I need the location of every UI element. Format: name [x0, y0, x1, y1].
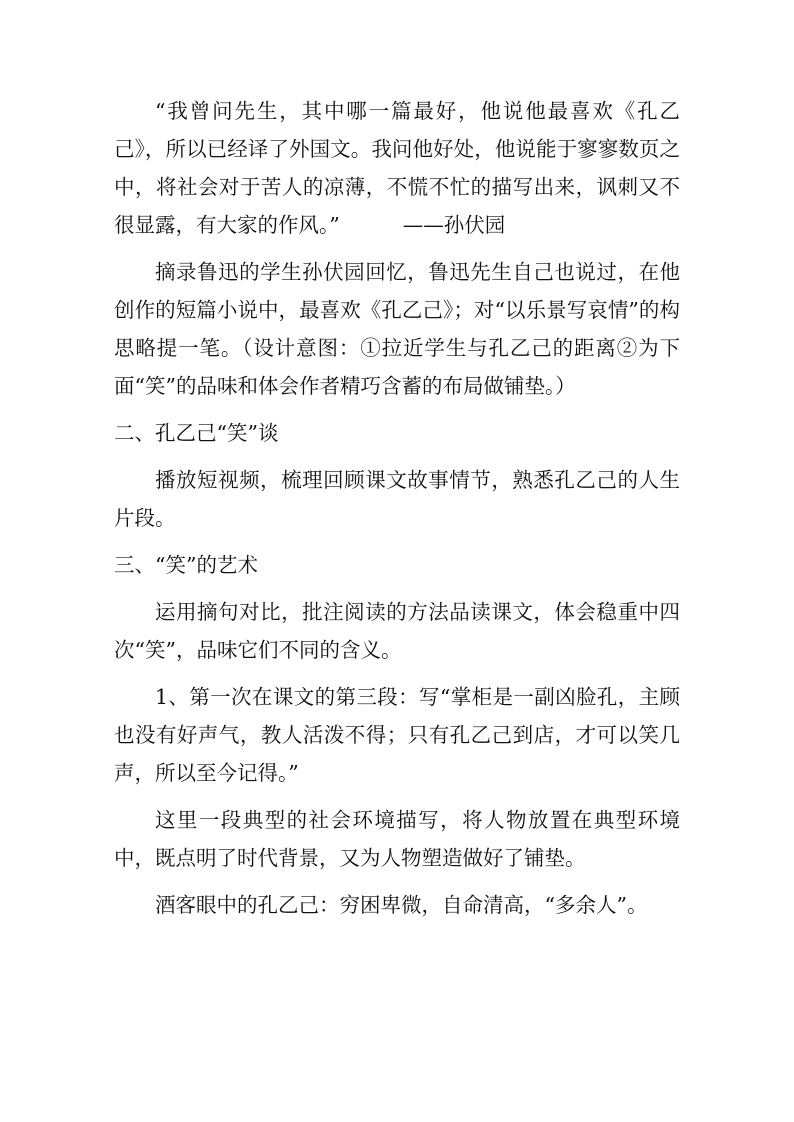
- drinkers-paragraph: 酒客眼中的孔乙己：穷困卑微，自命清高，“多余人”。: [155, 893, 648, 917]
- first-laugh-paragraph: 1、第一次在课文的第三段：写“掌柜是一副凶脸孔，主顾也没有好声气，教人活泼不得；只有孔乙己到店，才可以笑几声，所以至今记得。”: [114, 685, 680, 785]
- method-paragraph: 运用摘句对比，批注阅读的方法品读课文，体会稳重中四次“笑”，品味它们不同的含义。: [114, 600, 680, 662]
- quote-text: “我曾问先生，其中哪一篇最好，他说他最喜欢《孔乙己》，所以已经译了外国文。我问他好处，他说能于寥寥数页之中，将社会对于苦人的凉薄，不慌不忙的描写出来，讽刺又不很显露，有大家的作风。”: [114, 99, 680, 237]
- quote-paragraph: [114, 92, 680, 244]
- intro-paragraph: 摘录鲁迅的学生孙伏园回忆，鲁迅先生自己也说过，在他创作的短篇小说中，最喜欢《孔乙己》；对“以乐景写哀情”的构思略提一笔。（设计意图：①拉近学生与孔乙己的距离②为下面“笑”的品味和体会作者精巧含蓄的布局做铺垫。）: [114, 260, 680, 398]
- section-heading-2: 二、孔乙己“笑”谈: [114, 421, 279, 445]
- section-heading-3: 三、“笑”的艺术: [114, 553, 258, 577]
- document-body: [114, 92, 680, 924]
- quote-attribution: ——孙伏园: [402, 213, 506, 237]
- video-paragraph: 播放短视频，梳理回顾课文故事情节，熟悉孔乙己的人生片段。: [114, 468, 680, 530]
- environment-paragraph: 这里一段典型的社会环境描写，将人物放置在典型环境中，既点明了时代背景，又为人物塑造做好了铺垫。: [114, 808, 680, 870]
